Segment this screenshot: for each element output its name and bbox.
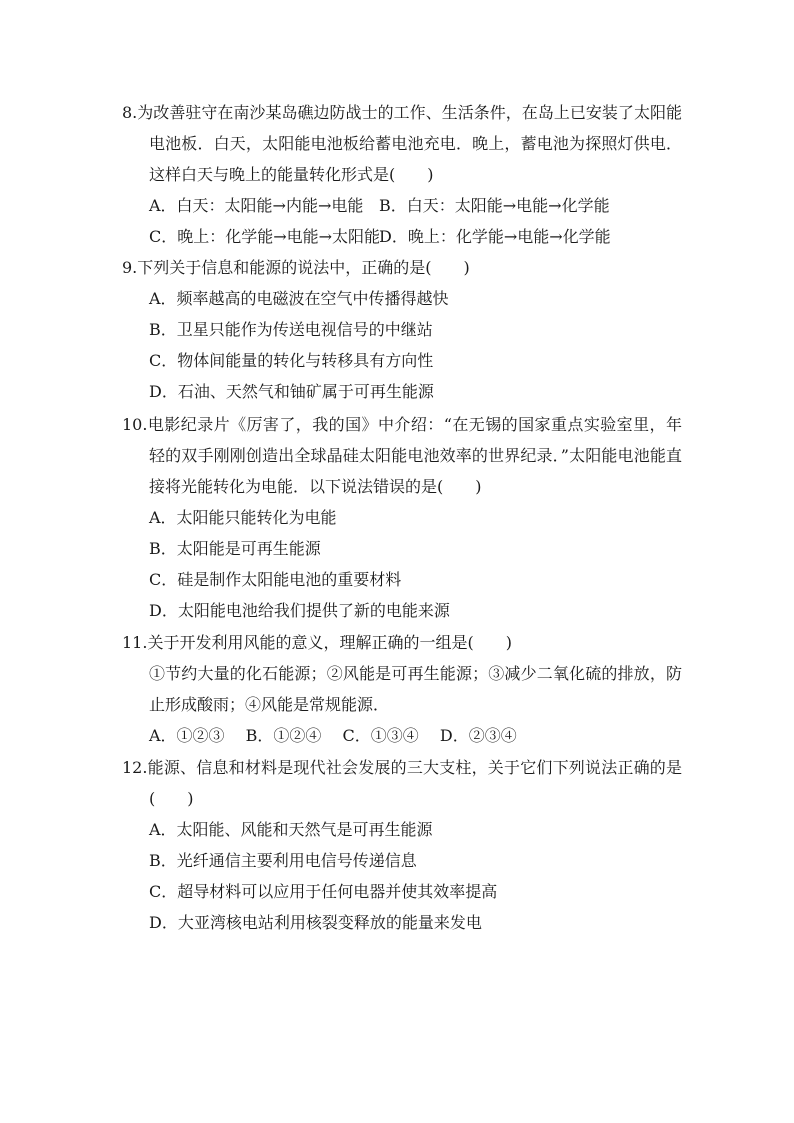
option-b: B．太阳能是可再生能源 (149, 539, 321, 558)
options (149, 283, 682, 407)
question-8 (122, 97, 682, 252)
question-stem (122, 409, 682, 502)
option-d: D．晚上：化学能→电能→化学能 (379, 227, 611, 246)
option-c: C．硅是制作太阳能电池的重要材料 (149, 570, 402, 589)
option-a: A．太阳能、风能和天然气是可再生能源 (149, 820, 433, 839)
option-b: B．白天：太阳能→电能→化学能 (379, 196, 610, 215)
option-c: C．晚上：化学能→电能→太阳能 (149, 227, 381, 246)
option-row (149, 190, 682, 221)
question-number: 12. (122, 758, 148, 777)
options (149, 190, 682, 252)
option-a: A．太阳能只能转化为电能 (149, 508, 337, 527)
statement-list: ①节约大量的化石能源；②风能是可再生能源；③减少二氧化硫的排放，防止形成酸雨；④风能是常规能源． (149, 664, 682, 714)
option-a: A．①②③ (149, 726, 225, 745)
question-number: 8. (122, 103, 138, 122)
option-row (149, 720, 682, 751)
question-stem (122, 752, 682, 814)
option-row (149, 221, 682, 252)
option-b: B．①②④ (245, 726, 322, 745)
question-text: 关于开发利用风能的意义，理解正确的一组是( ) (147, 633, 512, 652)
option-a: A．频率越高的电磁波在空气中传播得越快 (149, 289, 449, 308)
question-11 (122, 627, 682, 751)
option-b: B．卫星只能作为传送电视信号的中继站 (149, 320, 433, 339)
option-d: D．石油、天然气和铀矿属于可再生能源 (149, 382, 434, 401)
question-stem (122, 252, 682, 283)
question-stem (122, 97, 682, 190)
question-text: 为改善驻守在南沙某岛礁边防战士的工作、生活条件，在岛上已安装了太阳能电池板．白天，太阳能电池板给蓄电池充电．晚上，蓄电池为探照灯供电．这样白天与晚上的能量转化形式是( ) (137, 103, 682, 184)
question-number: 9. (122, 258, 138, 277)
options (149, 720, 682, 751)
option-b: B．光纤通信主要利用电信号传递信息 (149, 851, 417, 870)
question-9 (122, 252, 682, 407)
option-d: D．②③④ (439, 726, 517, 745)
option-a: A．白天：太阳能→内能→电能 (149, 196, 364, 215)
question-stem (122, 627, 682, 658)
options (149, 502, 682, 626)
option-c: C．①③④ (342, 726, 419, 745)
question-10 (122, 409, 682, 626)
question-text: 电影纪录片《厉害了，我的国》中介绍：“在无锡的国家重点实验室里，年轻的双手刚刚创造出全球晶硅太阳能电池效率的世界纪录．”太阳能电池能直接将光能转化为电能．以下说法错误的是( ) (147, 415, 682, 496)
options (149, 814, 682, 938)
option-c: C．超导材料可以应用于任何电器并使其效率提高 (149, 882, 498, 901)
question-text: 下列关于信息和能源的说法中，正确的是( ) (137, 258, 470, 277)
option-d: D．太阳能电池给我们提供了新的电能来源 (149, 601, 450, 620)
question-text: 能源、信息和材料是现代社会发展的三大支柱，关于它们下列说法正确的是( ) (147, 758, 682, 808)
question-number: 11. (122, 633, 148, 652)
question-number: 10. (122, 415, 148, 434)
option-d: D．大亚湾核电站利用核裂变释放的能量来发电 (149, 913, 482, 932)
option-c: C．物体间能量的转化与转移具有方向性 (149, 351, 434, 370)
question-12 (122, 752, 682, 938)
